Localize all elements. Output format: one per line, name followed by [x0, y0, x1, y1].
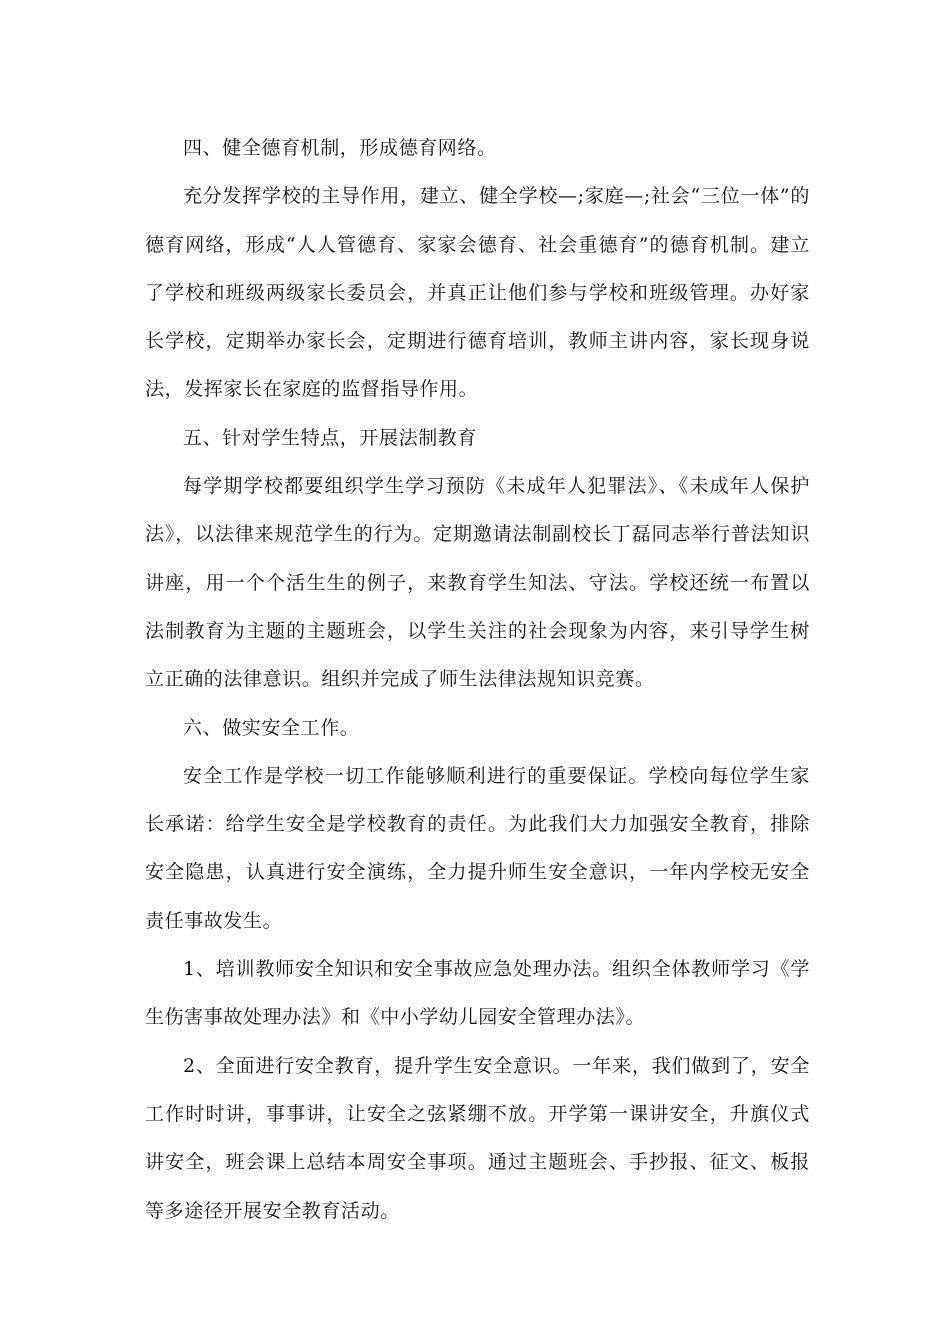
list-item-1: 1、培训教师安全知识和安全事故应急处理办法。组织全体教师学习《学生伤害事故处理办法》和《中小学幼儿园安全管理办法》。	[145, 958, 810, 1029]
section-heading-5: 五、针对学生特点，开展法制教育	[183, 426, 478, 449]
paragraph-moral-network: 充分发挥学校的主导作用，建立、健全学校—;家庭—;社会“三位一体”的德育网络，形成“人人管德育、家家会德育、社会重德育”的德育机制。建立了学校和班级两级家长委员会，并真正让他们参与学校和班级管理。办好家长学校，定期举办家长会，定期进行德育培训，教师主讲内容，家长现身说法，发挥家长在家庭的监督指导作用。	[145, 185, 810, 401]
section-heading-6: 六、做实安全工作。	[183, 716, 360, 739]
document-body	[145, 124, 810, 1235]
paragraph-safety-work: 安全工作是学校一切工作能够顺利进行的重要保证。学校向每位学生家长承诺：给学生安全是学校教育的责任。为此我们大力加强安全教育，排除安全隐患，认真进行安全演练，全力提升师生安全意识，一年内学校无安全责任事故发生。	[145, 764, 810, 932]
list-item-2: 2、全面进行安全教育，提升学生安全意识。一年来，我们做到了，安全工作时时讲，事事讲，让安全之弦紧绷不放。开学第一课讲安全，升旗仪式讲安全，班会课上总结本周安全事项。通过主题班会、手抄报、征文、板报等多途径开展安全教育活动。	[145, 1054, 810, 1222]
paragraph-legal-education: 每学期学校都要组织学生学习预防《未成年人犯罪法》、《未成年人保护法》，以法律来规范学生的行为。定期邀请法制副校长丁磊同志举行普法知识讲座，用一个个活生生的例子，来教育学生知法、守法。学校还统一布置以法制教育为主题的主题班会，以学生关注的社会现象为内容，来引导学生树立正确的法律意识。组织并完成了师生法律法规知识竞赛。	[145, 475, 810, 691]
section-heading-4: 四、健全德育机制，形成德育网络。	[183, 137, 497, 159]
